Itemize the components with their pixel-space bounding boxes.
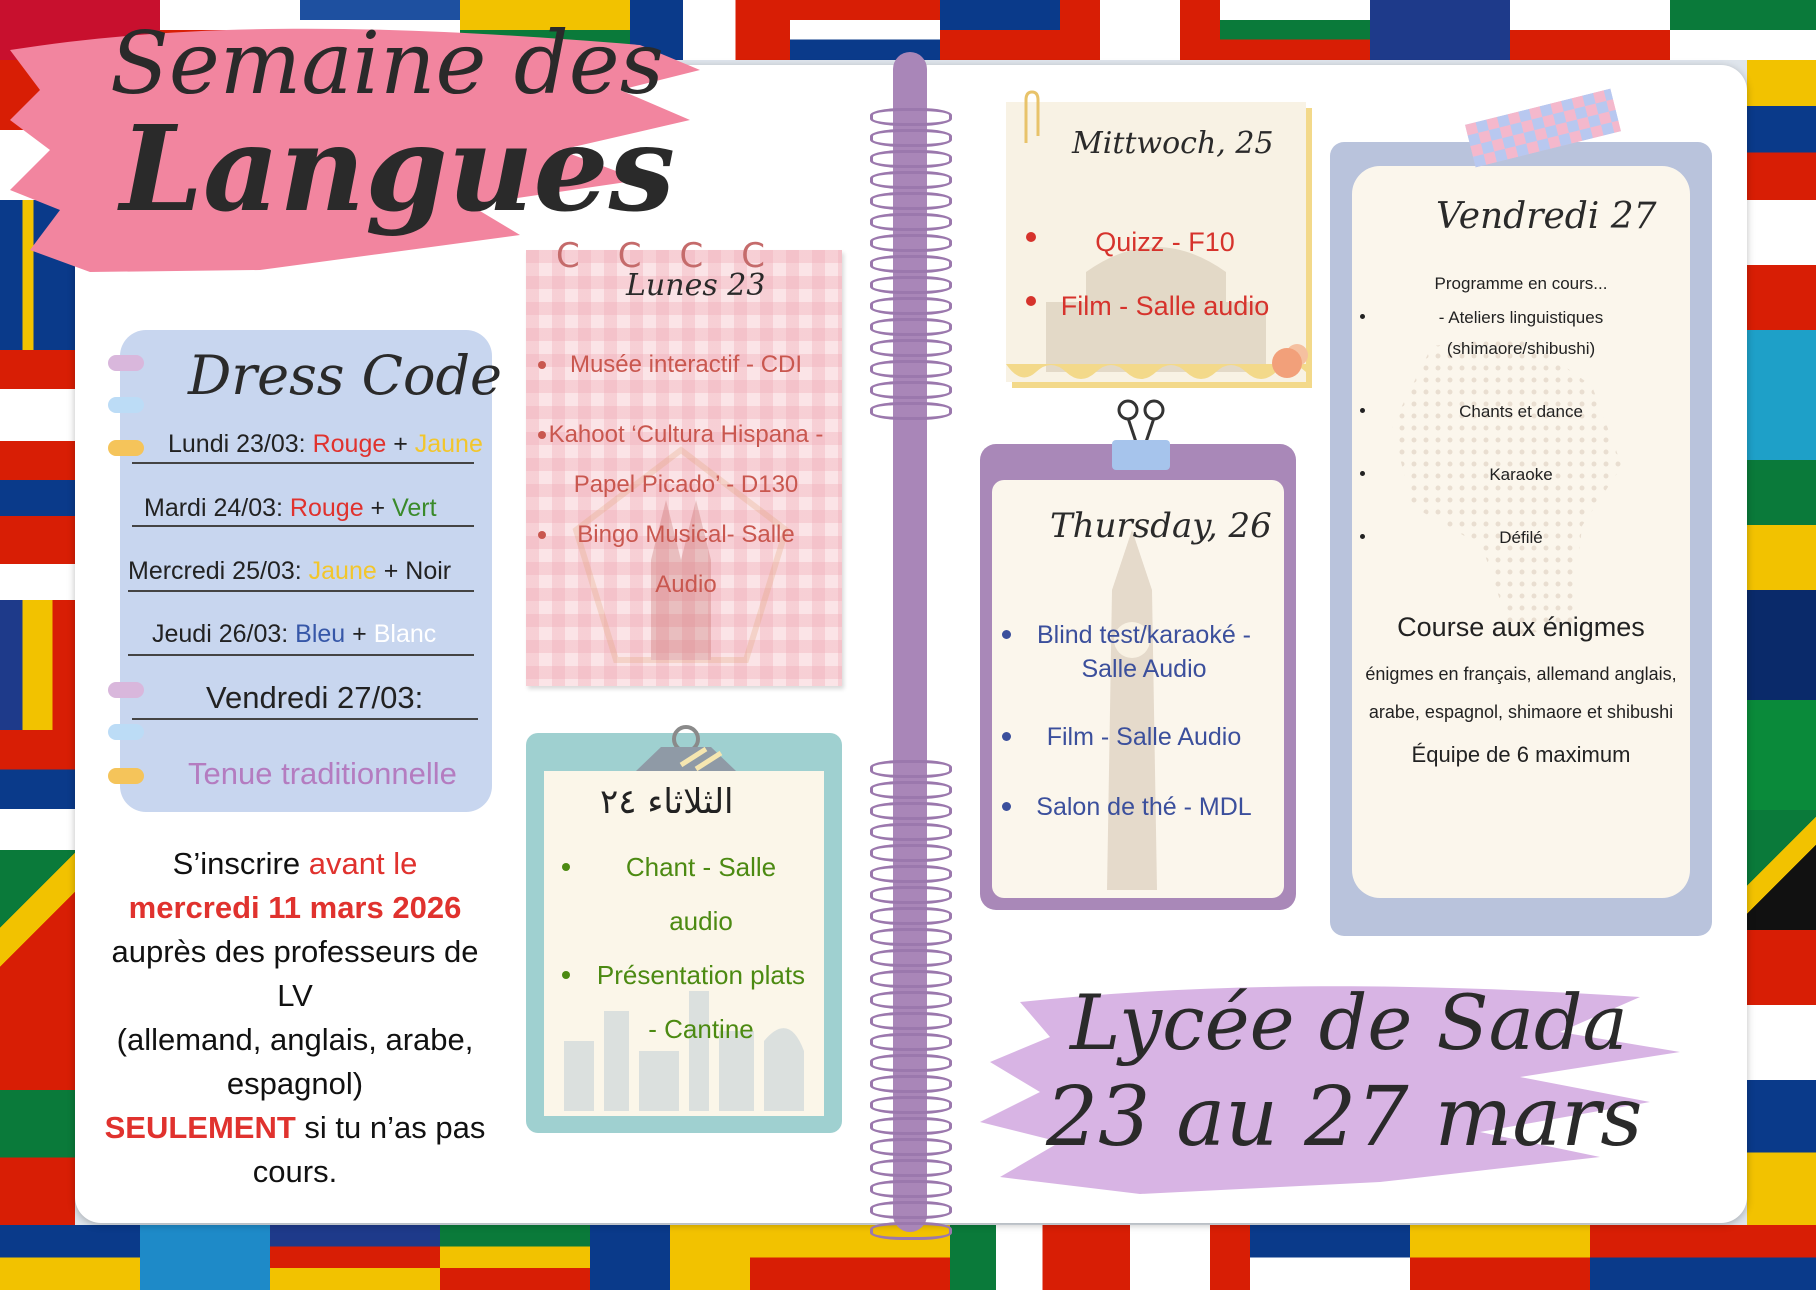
- bullet-icon: [1360, 471, 1365, 476]
- bullet-icon: [1360, 408, 1365, 413]
- flag: [0, 730, 75, 850]
- tab-marker: [108, 724, 144, 740]
- spiral-ring: [870, 1180, 952, 1198]
- monday-item-text: Musée interactif - CDI: [569, 351, 803, 378]
- spiral-ring: [870, 1075, 952, 1093]
- spiral-ring: [870, 928, 952, 946]
- spiral-ring: [870, 402, 952, 420]
- canada-flag: [1090, 1225, 1250, 1290]
- spiral-ring: [870, 255, 952, 273]
- flag: [1747, 330, 1816, 460]
- spiral-ring: [870, 360, 952, 378]
- title-line2: Langues: [120, 99, 676, 238]
- bullet-icon: [1360, 314, 1365, 319]
- inscription-line: LV: [277, 978, 313, 1013]
- spiral-ring: [870, 802, 952, 820]
- tuesday-list: [556, 840, 846, 1056]
- friday-item-text: - Ateliers linguistiques: [1438, 308, 1604, 327]
- bullet-icon: [538, 531, 546, 539]
- bullet-icon: [1026, 232, 1036, 242]
- wednesday-item-text: Film - Salle audio: [1060, 291, 1270, 321]
- thursday-item-text: Blind test/karaoké -: [1037, 621, 1251, 649]
- flag: [590, 1225, 750, 1290]
- dress-row-tuesday: [144, 494, 437, 523]
- dress-row-wednesday: [128, 557, 451, 586]
- friday-item: [1352, 522, 1690, 553]
- friday-item: [1352, 396, 1690, 427]
- bullet-icon: [1026, 296, 1036, 306]
- event-dates: 23 au 27 mars: [1046, 1070, 1643, 1165]
- dress-plus: +: [345, 620, 374, 648]
- school-name: Lycée de Sada: [1070, 978, 1628, 1067]
- tab-marker: [108, 397, 144, 413]
- wednesday-item: [1020, 210, 1310, 274]
- spiral-hooks: CCCC: [556, 236, 803, 276]
- bullet-icon: [562, 863, 570, 871]
- spiral-ring: [870, 970, 952, 988]
- inscription-line: (allemand, anglais, arabe,: [116, 1022, 474, 1057]
- swiss-flag: [0, 970, 75, 1090]
- spiral-ring: [870, 991, 952, 1009]
- flag: [0, 1090, 75, 1225]
- course-title: Course aux énigmes: [1397, 612, 1645, 642]
- tuesday-item-text: - Cantine: [648, 1014, 754, 1044]
- tab-marker: [108, 440, 144, 456]
- bullet-icon: [538, 431, 546, 439]
- spiral-ring: [870, 297, 952, 315]
- spiral-ring: [870, 844, 952, 862]
- flag: [1747, 200, 1816, 330]
- thursday-list: [994, 618, 1294, 824]
- spiral-ring: [870, 823, 952, 841]
- flower-icon: [1272, 348, 1302, 378]
- spiral-ring: [870, 213, 952, 231]
- inscription-highlight: avant le: [308, 846, 418, 881]
- dress-code-title: Dress Code: [188, 344, 503, 407]
- wednesday-list: [1020, 210, 1310, 338]
- binder-clip-icon: [1106, 396, 1176, 472]
- friday-item-text: Karaoke: [1489, 465, 1553, 484]
- flag: [1510, 0, 1670, 60]
- flag: [1747, 930, 1816, 1080]
- flag: [940, 0, 1060, 60]
- spiral-ring: [870, 949, 952, 967]
- bullet-icon: [538, 361, 546, 369]
- tab-marker: [108, 768, 144, 784]
- dress-row-day: Lundi 23/03:: [168, 430, 313, 458]
- flag: [950, 1225, 1090, 1290]
- inscription-only: SEULEMENT: [104, 1110, 296, 1145]
- underline: [128, 590, 474, 592]
- course-line: arabe, espagnol, shimaore et shibushi: [1368, 702, 1674, 722]
- bullet-icon: [1002, 732, 1011, 741]
- inscription-line: cours.: [252, 1154, 338, 1189]
- monday-item-text: Kahoot ‘Cultura Hispana -: [548, 421, 824, 448]
- inscription-line: espagnol): [226, 1066, 364, 1101]
- paperclip-icon: [1018, 88, 1044, 148]
- title-line1: Semaine des: [110, 14, 664, 114]
- tuesday-item-text: Présentation plats: [596, 960, 806, 990]
- flag: [1747, 700, 1816, 810]
- dress-plus: +: [376, 557, 406, 585]
- tuesday-title: الثلاثاء ٢٤: [600, 782, 734, 822]
- spiral-ring: [870, 150, 952, 168]
- flag: [140, 1225, 270, 1290]
- spiral-ring: [870, 781, 952, 799]
- spiral-ring: [870, 886, 952, 904]
- tuesday-item: [556, 840, 846, 948]
- flag: [0, 600, 75, 730]
- spiral-ring: [870, 1117, 952, 1135]
- wavy-edge: [1006, 364, 1306, 386]
- flag: [270, 1225, 440, 1290]
- monday-item: [536, 340, 836, 390]
- friday-title: Vendredi 27: [1436, 196, 1657, 237]
- monday-item: [536, 410, 836, 510]
- inscription-line: [80, 842, 510, 886]
- flag: [0, 850, 75, 970]
- flag: [440, 1225, 590, 1290]
- dress-color-2: Vert: [392, 494, 437, 522]
- flag: [1370, 0, 1510, 60]
- flag: [1747, 590, 1816, 700]
- flag: [1250, 1225, 1410, 1290]
- spiral-ring: [870, 339, 952, 357]
- monday-list: [536, 340, 836, 610]
- dress-color-1: Rouge: [289, 494, 364, 522]
- flag: [1747, 60, 1816, 200]
- flag: [790, 0, 940, 60]
- monday-item-text: Bingo Musical- Salle: [577, 521, 795, 548]
- thursday-item-text: Film - Salle Audio: [1046, 723, 1242, 751]
- friday-intro: Programme en cours...: [1434, 274, 1608, 293]
- dress-row-thursday: [152, 620, 436, 649]
- dress-color-2: Blanc: [373, 620, 437, 648]
- monday-title: Lunes 23: [626, 268, 766, 303]
- dress-color-1: Rouge: [312, 430, 387, 458]
- spiral-ring: [870, 192, 952, 210]
- inscription-text: si tu n’as pas: [295, 1110, 486, 1145]
- flag: [1747, 1080, 1816, 1225]
- flag: [0, 350, 75, 480]
- friday-item-text: Chants et dance: [1459, 402, 1583, 421]
- dress-row-monday: [168, 430, 483, 459]
- course-line: Équipe de 6 maximum: [1411, 742, 1631, 767]
- dress-color-1: Jaune: [308, 557, 377, 585]
- dress-friday-note: Tenue traditionnelle: [188, 756, 457, 791]
- spiral-ring: [870, 1222, 952, 1240]
- flag: [1747, 460, 1816, 590]
- dress-row-day: Mercredi 25/03:: [128, 557, 309, 585]
- underline: [132, 462, 474, 464]
- spiral-ring: [870, 1201, 952, 1219]
- spiral-ring: [870, 760, 952, 778]
- thursday-title: Thursday, 26: [1050, 506, 1272, 546]
- dress-color-2: Jaune: [414, 430, 483, 458]
- spiral-ring: [870, 129, 952, 147]
- friday-item: [1352, 459, 1690, 490]
- dress-color-2: Noir: [405, 557, 452, 585]
- spiral-ring: [870, 318, 952, 336]
- spiral-ring: [870, 381, 952, 399]
- spiral-ring: [870, 1012, 952, 1030]
- monday-item: [536, 510, 836, 610]
- wednesday-title: Mittwoch, 25: [1072, 126, 1274, 161]
- inscription-text: S’inscrire: [172, 846, 309, 881]
- spiral-ring: [870, 171, 952, 189]
- tuesday-item-text: Chant - Salle: [625, 852, 777, 882]
- spiral-ring: [870, 276, 952, 294]
- friday-item-text: (shimaore/shibushi): [1446, 339, 1596, 358]
- clip-icon: [626, 725, 746, 775]
- thursday-item-text: Salle Audio: [1081, 655, 1207, 683]
- tab-marker: [108, 682, 144, 698]
- friday-item: [1352, 302, 1690, 364]
- flag: [1410, 1225, 1590, 1290]
- wednesday-item: [1020, 274, 1310, 338]
- dress-row-friday: Vendredi 27/03:: [206, 680, 424, 715]
- spiral-ring: [870, 1096, 952, 1114]
- dress-row-day: Jeudi 26/03:: [152, 620, 296, 648]
- spiral-ring: [870, 907, 952, 925]
- inscription-line: [80, 1106, 510, 1150]
- spiral-ring: [870, 108, 952, 126]
- flag: [1670, 0, 1816, 60]
- wednesday-item-text: Quizz - F10: [1095, 227, 1235, 257]
- dress-plus: +: [386, 430, 415, 458]
- dress-row-day: Mardi 24/03:: [144, 494, 290, 522]
- monday-item-text: Papel Picado’ - D130: [573, 471, 799, 498]
- friday-list: [1352, 302, 1690, 553]
- flag: [1590, 1225, 1816, 1290]
- inscription-deadline: mercredi 11 mars 2026: [128, 890, 462, 925]
- bullet-icon: [562, 971, 570, 979]
- canada-flag: [1060, 0, 1220, 60]
- tuesday-item-text: audio: [669, 906, 733, 936]
- underline: [132, 718, 478, 720]
- course-line: énigmes en français, allemand anglais,: [1365, 664, 1677, 684]
- thursday-item: [994, 790, 1294, 824]
- tab-marker: [108, 355, 144, 371]
- spiral-ring: [870, 1033, 952, 1051]
- bullet-icon: [1002, 802, 1011, 811]
- thursday-item: [994, 618, 1294, 686]
- flag: [0, 480, 75, 600]
- underline: [128, 654, 474, 656]
- flag: [1220, 0, 1370, 60]
- thursday-item-text: Salon de thé - MDL: [1036, 793, 1252, 821]
- friday-item-text: Défilé: [1499, 528, 1543, 547]
- spiral-ring: [870, 1138, 952, 1156]
- bullet-icon: [1002, 630, 1011, 639]
- bullet-icon: [1360, 534, 1365, 539]
- flag: [0, 1225, 140, 1290]
- dress-color-1: Bleu: [295, 620, 346, 648]
- thursday-item: [994, 720, 1294, 754]
- underline: [132, 525, 474, 527]
- inscription-line: auprès des professeurs de: [111, 934, 479, 969]
- spiral-ring: [870, 1054, 952, 1072]
- spiral-ring: [870, 1159, 952, 1177]
- tuesday-item: [556, 948, 846, 1056]
- spiral-ring: [870, 865, 952, 883]
- inscription-block: [80, 842, 510, 1194]
- dress-plus: +: [363, 494, 393, 522]
- flag: [1747, 810, 1816, 930]
- monday-item-text: Audio: [655, 571, 717, 598]
- spiral-ring: [870, 234, 952, 252]
